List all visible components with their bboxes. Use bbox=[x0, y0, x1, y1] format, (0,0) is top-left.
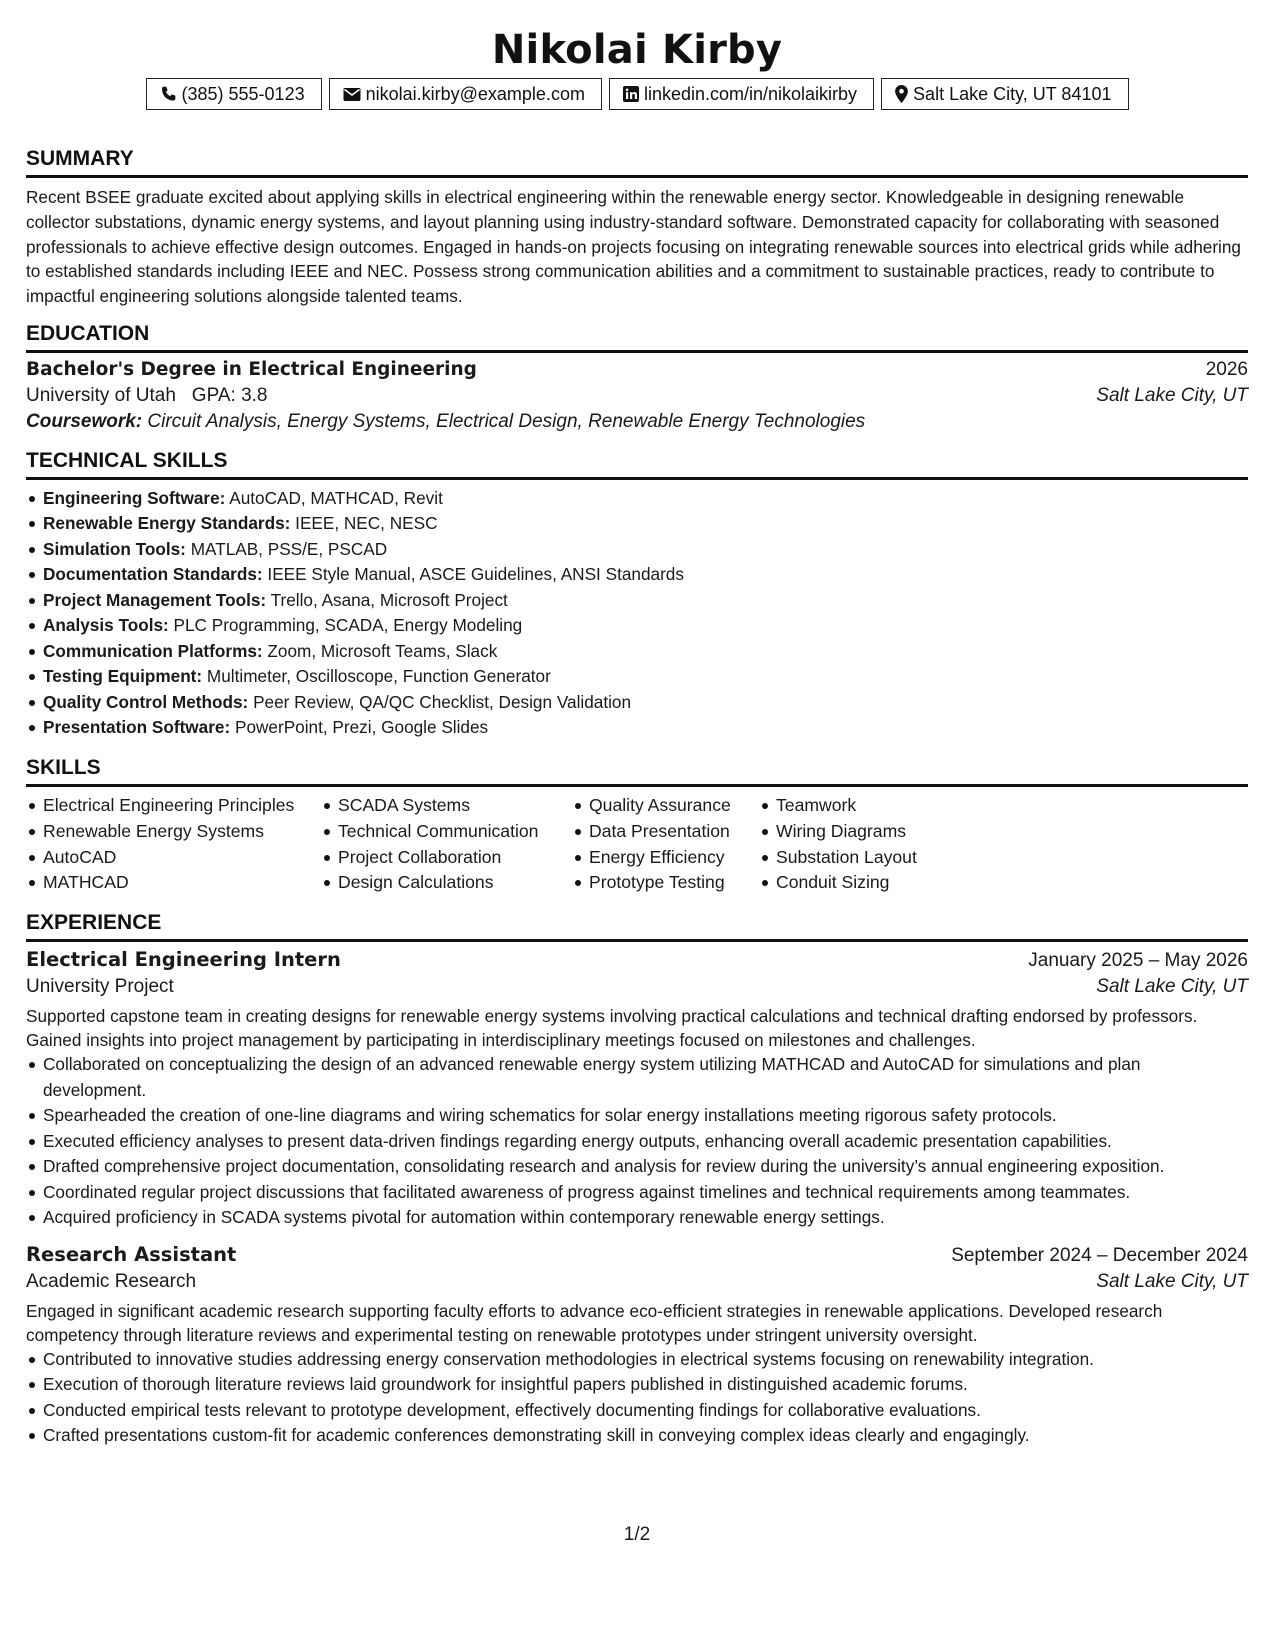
skill-label: Quality Control Methods: bbox=[43, 691, 249, 712]
skill-value: MATLAB, PSS/E, PSCAD bbox=[190, 538, 388, 559]
experience-heading: EXPERIENCE bbox=[26, 910, 1248, 942]
list-item: Execution of thorough literature reviews laid groundwork for insightful papers published in distinguished academic forums. bbox=[26, 1372, 1248, 1398]
list-item: Quality Assurance bbox=[572, 793, 759, 819]
education-heading: EDUCATION bbox=[26, 321, 1248, 353]
graduation-year: 2026 bbox=[1205, 358, 1248, 380]
list-item: Data Presentation bbox=[572, 819, 759, 845]
job-org-row bbox=[26, 1271, 1248, 1293]
list-item bbox=[26, 486, 1248, 512]
skill-label: Engineering Software: bbox=[43, 487, 226, 508]
skill-value: Peer Review, QA/QC Checklist, Design Validation bbox=[253, 691, 632, 712]
list-item: Conducted empirical tests relevant to prototype development, effectively documenting findings for collaborative evaluations. bbox=[26, 1398, 1248, 1424]
technical-skills-section bbox=[26, 448, 1248, 741]
candidate-name: Nikolai Kirby bbox=[491, 27, 783, 73]
list-item: Crafted presentations custom-fit for academic conferences demonstrating skill in conveying complex ideas clearly and engagingly. bbox=[26, 1423, 1248, 1449]
job-title-row bbox=[26, 948, 1248, 972]
list-item: Renewable Energy Systems bbox=[26, 819, 321, 845]
summary-text: Recent BSEE graduate excited about applying skills in electrical engineering within the renewable energy sector. Knowledgeable in designing renewable collector substations, dynamic energy systems, and layout planning using industry-standard software. Demonstrated capacity for collaborating with seasoned professionals to achieve effective design outcomes. Engaged in hands-on projects focusing on integrating renewable sources into electrical grids while adhering to established standards including IEEE and NEC. Possess strong communication abilities and a commitment to sustainable practices, ready to contribute to impactful engineering solutions alongside talented teams. bbox=[26, 187, 1241, 307]
skill-value: Trello, Asana, Microsoft Project bbox=[270, 589, 508, 610]
coursework bbox=[26, 411, 1248, 433]
contact-linkedin[interactable] bbox=[609, 78, 874, 110]
skill-label: Documentation Standards: bbox=[43, 564, 263, 585]
list-item: Collaborated on conceptualizing the design of an advanced renewable energy system utilizing MATHCAD and AutoCAD for simulations and plan development. bbox=[26, 1052, 1248, 1103]
job-description: Supported capstone team in creating designs for renewable energy systems involving practical calculations and technical drafting endorsed by professors. Gained insights into project management by participating in interdisciplinary meetings focused on milestones and challenges. bbox=[26, 1006, 1198, 1051]
list-item: Design Calculations bbox=[321, 870, 572, 896]
gpa: GPA: 3.8 bbox=[191, 384, 268, 406]
job-organization: University Project bbox=[26, 976, 174, 998]
school-info bbox=[26, 385, 267, 407]
list-item: Conduit Sizing bbox=[759, 870, 917, 896]
list-item: Teamwork bbox=[759, 793, 917, 819]
list-item bbox=[26, 690, 1248, 716]
list-item: Acquired proficiency in SCADA systems pivotal for automation within contemporary renewable energy settings. bbox=[26, 1205, 1248, 1231]
job-title: Electrical Engineering Intern bbox=[26, 948, 341, 972]
list-item: Wiring Diagrams bbox=[759, 819, 917, 845]
list-item bbox=[26, 562, 1248, 588]
skills-column bbox=[26, 793, 321, 896]
job-entry bbox=[26, 948, 1248, 1231]
job-bullets bbox=[26, 1347, 1248, 1449]
contact-bar bbox=[26, 78, 1248, 110]
contact-email[interactable] bbox=[329, 78, 602, 110]
list-item: Executed efficiency analyses to present data-driven findings regarding energy outputs, enhancing overall academic presentation capabilities. bbox=[26, 1129, 1248, 1155]
job-bullets bbox=[26, 1052, 1248, 1231]
list-item: Substation Layout bbox=[759, 845, 917, 871]
location-text: Salt Lake City, UT 84101 bbox=[913, 83, 1112, 104]
list-item: Contributed to innovative studies addressing energy conservation methodologies in electrical systems focusing on renewability integration. bbox=[26, 1347, 1248, 1373]
skill-value: PowerPoint, Prezi, Google Slides bbox=[234, 717, 489, 738]
job-organization: Academic Research bbox=[26, 1270, 197, 1292]
skill-label: Project Management Tools: bbox=[43, 589, 267, 610]
list-item: Drafted comprehensive project documentation, consolidating research and analysis for review during the university’s annual engineering exposition. bbox=[26, 1154, 1248, 1180]
skills-column bbox=[321, 793, 572, 896]
skills-column bbox=[572, 793, 759, 896]
list-item: Project Collaboration bbox=[321, 845, 572, 871]
linkedin-icon bbox=[623, 86, 639, 102]
technical-skills-list bbox=[26, 486, 1248, 741]
job-dates: September 2024 – December 2024 bbox=[951, 1244, 1248, 1266]
skill-value: PLC Programming, SCADA, Energy Modeling bbox=[173, 615, 523, 636]
phone-text: (385) 555-0123 bbox=[181, 83, 305, 104]
education-school-row bbox=[26, 385, 1248, 407]
list-item bbox=[26, 588, 1248, 614]
skill-value: Zoom, Microsoft Teams, Slack bbox=[267, 640, 498, 661]
page-number: 1/2 bbox=[623, 1524, 651, 1545]
technical-skills-heading: TECHNICAL SKILLS bbox=[26, 448, 1248, 480]
skill-label: Renewable Energy Standards: bbox=[43, 513, 291, 534]
list-item bbox=[26, 511, 1248, 537]
phone-icon bbox=[160, 86, 177, 103]
job-org-row bbox=[26, 976, 1248, 998]
resume-page bbox=[26, 0, 1248, 1650]
skill-label: Analysis Tools: bbox=[43, 615, 169, 636]
experience-section bbox=[26, 910, 1248, 1449]
job-description: Engaged in significant academic research supporting faculty efforts to advance eco-efficient strategies in renewable applications. Developed research competency through literature reviews and experimental testing on renewable prototypes under stringent university oversight. bbox=[26, 1300, 1163, 1345]
skills-column bbox=[759, 793, 917, 896]
coursework-list: Circuit Analysis, Energy Systems, Electrical Design, Renewable Energy Technologies bbox=[147, 410, 866, 432]
school-name: University of Utah bbox=[26, 384, 176, 406]
list-item bbox=[26, 537, 1248, 563]
map-pin-icon bbox=[895, 85, 908, 103]
contact-phone[interactable] bbox=[146, 78, 322, 110]
skills-section bbox=[26, 755, 1248, 896]
skill-label: Presentation Software: bbox=[43, 717, 231, 738]
list-item: MATHCAD bbox=[26, 870, 321, 896]
list-item bbox=[26, 639, 1248, 665]
skill-value: AutoCAD, MATHCAD, Revit bbox=[229, 487, 443, 508]
list-item: Prototype Testing bbox=[572, 870, 759, 896]
summary-heading: SUMMARY bbox=[26, 146, 1248, 178]
job-title: Research Assistant bbox=[26, 1242, 237, 1266]
list-item: AutoCAD bbox=[26, 845, 321, 871]
contact-location[interactable] bbox=[881, 78, 1128, 110]
job-entry bbox=[26, 1243, 1248, 1449]
email-text: nikolai.kirby@example.com bbox=[365, 83, 585, 104]
list-item: Energy Efficiency bbox=[572, 845, 759, 871]
skills-grid bbox=[26, 793, 1248, 896]
skill-value: IEEE, NEC, NESC bbox=[295, 513, 438, 534]
job-title-row bbox=[26, 1243, 1248, 1267]
linkedin-text: linkedin.com/in/nikolaikirby bbox=[643, 83, 858, 104]
education-section bbox=[26, 321, 1248, 433]
job-location: Salt Lake City, UT bbox=[1096, 1270, 1248, 1292]
summary-section bbox=[26, 146, 1248, 309]
school-location: Salt Lake City, UT bbox=[1096, 384, 1248, 406]
list-item bbox=[26, 715, 1248, 741]
list-item: Spearheaded the creation of one-line diagrams and wiring schematics for solar energy installations meeting rigorous safety protocols. bbox=[26, 1103, 1248, 1129]
list-item: Electrical Engineering Principles bbox=[26, 793, 321, 819]
list-item bbox=[26, 613, 1248, 639]
skill-label: Testing Equipment: bbox=[43, 666, 203, 687]
education-degree-row bbox=[26, 359, 1248, 381]
job-location: Salt Lake City, UT bbox=[1096, 976, 1248, 998]
skill-value: IEEE Style Manual, ASCE Guidelines, ANSI Standards bbox=[267, 564, 684, 585]
envelope-icon bbox=[343, 87, 361, 102]
list-item: SCADA Systems bbox=[321, 793, 572, 819]
skills-heading: SKILLS bbox=[26, 755, 1248, 787]
degree-title: Bachelor's Degree in Electrical Engineering bbox=[26, 358, 477, 380]
list-item: Technical Communication bbox=[321, 819, 572, 845]
job-dates: January 2025 – May 2026 bbox=[1028, 950, 1248, 972]
coursework-label: Coursework: bbox=[26, 410, 143, 432]
list-item: Coordinated regular project discussions that facilitated awareness of progress against timelines and technical requirements among teammates. bbox=[26, 1180, 1248, 1206]
skill-value: Multimeter, Oscilloscope, Function Generator bbox=[206, 666, 551, 687]
skill-label: Communication Platforms: bbox=[43, 640, 263, 661]
list-item bbox=[26, 664, 1248, 690]
skill-label: Simulation Tools: bbox=[43, 538, 186, 559]
